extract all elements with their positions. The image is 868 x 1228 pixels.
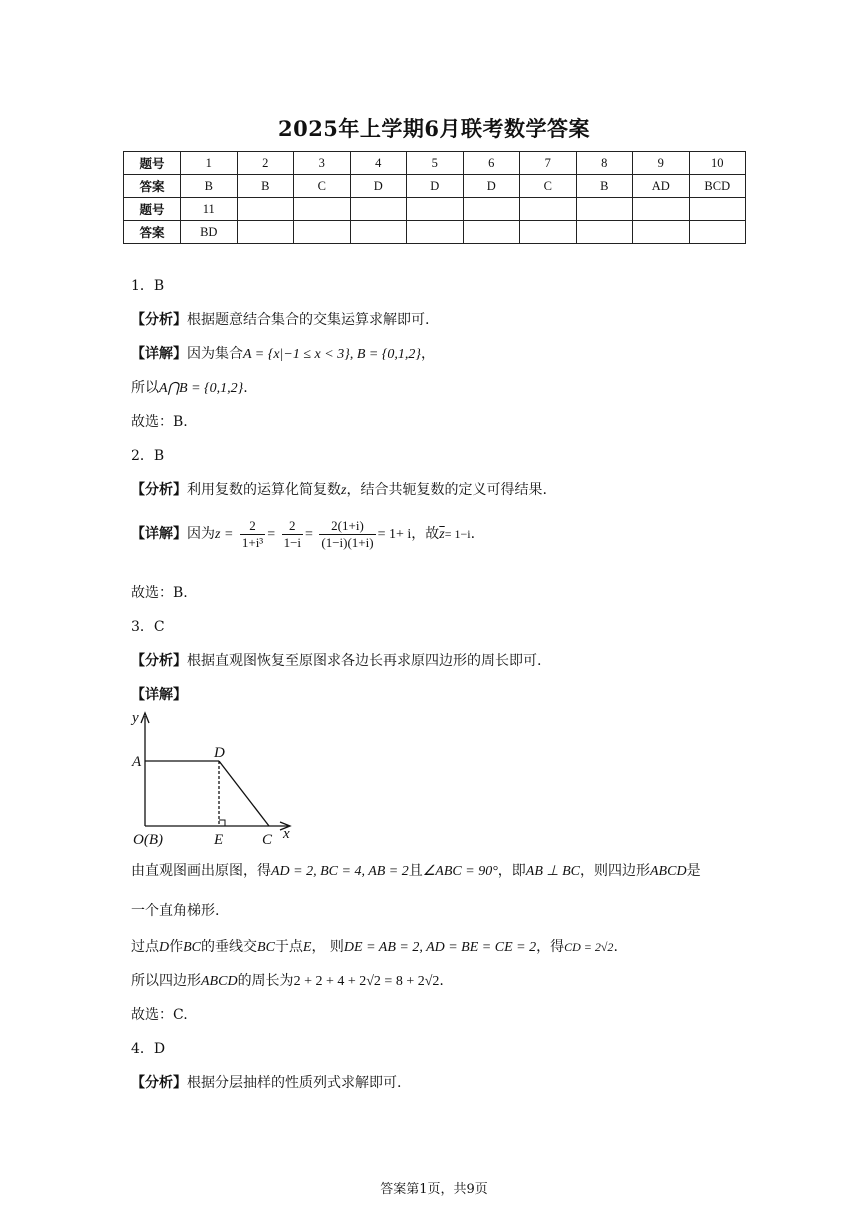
label-y: y xyxy=(132,710,139,726)
table-cell: D xyxy=(463,175,520,198)
label-c: C xyxy=(262,832,273,848)
analysis-text: ，结合共轭复数的定义可得结果. xyxy=(346,482,547,498)
q3-heading: 3．C xyxy=(131,619,165,635)
table-cell: 3 xyxy=(294,152,351,175)
q1-detail: 【详解】因为集合A = {x|−1 ≤ x < 3}, B = {0,1,2}， xyxy=(131,346,436,362)
math-set-a: A = {x|−1 ≤ x < 3} xyxy=(243,347,350,362)
table-cell: B xyxy=(576,175,633,198)
table-cell: 4 xyxy=(350,152,407,175)
table-cell: D xyxy=(407,175,464,198)
table-row xyxy=(124,175,746,198)
table-row xyxy=(124,221,746,244)
label-x: x xyxy=(283,826,290,842)
q3-line4: 所以四边形ABCD的周长为2 + 2 + 4 + 2√2 = 8 + 2√2. xyxy=(131,973,444,989)
q3-line1: 由直观图画出原图，得AD = 2, BC = 4, AB = 2且∠ABC = 90°，即AB ⊥ BC，则四边形ABCD是 xyxy=(131,863,701,879)
table-cell: 11 xyxy=(181,198,238,221)
table-cell xyxy=(294,221,351,244)
table-cell: C xyxy=(294,175,351,198)
table-cell xyxy=(407,198,464,221)
label-d: D xyxy=(214,745,225,761)
label-o: O(B) xyxy=(133,832,163,848)
q3-detail-tag xyxy=(131,686,187,704)
math-conj: $\overline{z}$ xyxy=(439,527,445,542)
detail-text: 因为 xyxy=(187,526,215,542)
q4-analysis xyxy=(131,1074,401,1092)
table-cell xyxy=(633,198,690,221)
analysis-tag: 【分析】 xyxy=(131,482,187,498)
page-footer: 答案第1页，共9页 xyxy=(380,1182,488,1197)
table-cell xyxy=(520,221,577,244)
so-text: 所以 xyxy=(131,380,159,396)
table-cell xyxy=(463,198,520,221)
q2-analysis xyxy=(131,481,547,500)
table-cell xyxy=(689,221,746,244)
table-cell xyxy=(576,221,633,244)
q4-heading: 4．D xyxy=(131,1041,166,1057)
math-z: z = xyxy=(215,527,234,542)
table-cell xyxy=(463,221,520,244)
table-cell xyxy=(350,221,407,244)
math-var: z xyxy=(341,483,347,498)
q2-heading: 2．B xyxy=(131,448,165,464)
q1-choose: 故选：B. xyxy=(131,414,188,430)
analysis-text: 根据直观图恢复至原图求各边长再求原四边形的周长即可. xyxy=(187,653,542,669)
math-quad: ABCD xyxy=(650,864,687,879)
table-cell xyxy=(294,198,351,221)
analysis-text: 根据分层抽样的性质列式求解即可. xyxy=(187,1075,402,1091)
q3-analysis xyxy=(131,652,541,670)
analysis-text: 根据题意结合集合的交集运算求解即可. xyxy=(187,312,430,328)
table-cell: 5 xyxy=(407,152,464,175)
detail-tag: 【详解】 xyxy=(131,346,187,362)
table-cell: AD xyxy=(633,175,690,198)
math-set-b: B = {0,1,2} xyxy=(356,347,422,362)
math-result: = 1+ i xyxy=(377,527,412,542)
q2-choose: 故选：B. xyxy=(131,585,188,601)
math-perp: AB ⊥ BC xyxy=(525,864,580,879)
segment-dc xyxy=(219,761,269,826)
table-cell: BCD xyxy=(689,175,746,198)
math-perimeter: 2 + 2 + 4 + 2√2 = 8 + 2√2 xyxy=(293,974,440,989)
table-cell xyxy=(407,221,464,244)
table-cell: 1 xyxy=(181,152,238,175)
table-cell: 2 xyxy=(237,152,294,175)
table-cell: 7 xyxy=(520,152,577,175)
fraction: $\frac{2}{\text{1+i³}}$ xyxy=(241,517,264,550)
q3-line3: 过点D作BC的垂线交BC于点E， 则DE = AB = 2, AD = BE = CE = 2，得CD = 2√2. xyxy=(131,939,618,955)
q1-so: 所以A⋂B = {0,1,2}. xyxy=(131,380,248,396)
detail-tag: 【详解】 xyxy=(131,526,187,542)
detail-tag: 【详解】 xyxy=(131,687,187,703)
analysis-tag: 【分析】 xyxy=(131,653,187,669)
table-cell: BD xyxy=(181,221,238,244)
analysis-tag: 【分析】 xyxy=(131,1075,187,1091)
analysis-text: 利用复数的运算化简复数 xyxy=(187,482,341,498)
math-lengths: AD = 2, BC = 4, AB = 2 xyxy=(271,864,409,879)
q1-analysis xyxy=(131,311,429,329)
row-header: 答案 xyxy=(124,175,181,198)
detail-text: 因为集合 xyxy=(187,346,243,362)
row-header: 答案 xyxy=(124,221,181,244)
table-cell xyxy=(576,198,633,221)
table-cell xyxy=(520,198,577,221)
table-cell: B xyxy=(181,175,238,198)
math-cd: CD = 2√2 xyxy=(564,940,614,954)
math-intersection: A⋂B = {0,1,2} xyxy=(159,381,244,396)
page-title: 2025年上学期6月联考数学答案 xyxy=(277,116,591,141)
table-cell xyxy=(350,198,407,221)
table-cell xyxy=(237,221,294,244)
answer-table xyxy=(123,151,746,244)
analysis-tag: 【分析】 xyxy=(131,312,187,328)
table-cell xyxy=(237,198,294,221)
label-e: E xyxy=(214,832,224,848)
table-cell: 8 xyxy=(576,152,633,175)
table-cell: 9 xyxy=(633,152,690,175)
q1-heading: 1．B xyxy=(131,278,165,294)
table-row xyxy=(124,152,746,175)
table-row xyxy=(124,198,746,221)
row-header: 题号 xyxy=(124,152,181,175)
q3-choose: 故选：C. xyxy=(131,1007,188,1023)
q3-line2: 一个直角梯形. xyxy=(131,903,220,919)
fraction: $\frac{2}{1-i}$ xyxy=(283,517,302,550)
table-cell: D xyxy=(350,175,407,198)
table-cell: B xyxy=(237,175,294,198)
right-angle-mark xyxy=(219,820,225,826)
table-cell: C xyxy=(520,175,577,198)
table-cell xyxy=(689,198,746,221)
table-cell: 10 xyxy=(689,152,746,175)
row-header: 题号 xyxy=(124,198,181,221)
math-equalities: DE = AB = 2, AD = BE = CE = 2 xyxy=(343,940,537,955)
label-a: A xyxy=(132,754,142,770)
fraction: $\frac{2(1+i)}{(1-i)(1+i)}$ xyxy=(321,517,374,550)
math-angle: ∠ABC = 90° xyxy=(422,864,498,879)
table-cell: 6 xyxy=(463,152,520,175)
q2-detail: 【详解】因为z = $\frac{2}{\text{1+i³}}$ = $\frac{2}{1-i}$ = $\frac{2(1+i)}{(1-i)(1+i)}$ = 1+ i，故$\overline{z}= 1-i$. xyxy=(131,517,476,550)
trapezoid-figure xyxy=(128,708,308,850)
table-cell xyxy=(633,221,690,244)
